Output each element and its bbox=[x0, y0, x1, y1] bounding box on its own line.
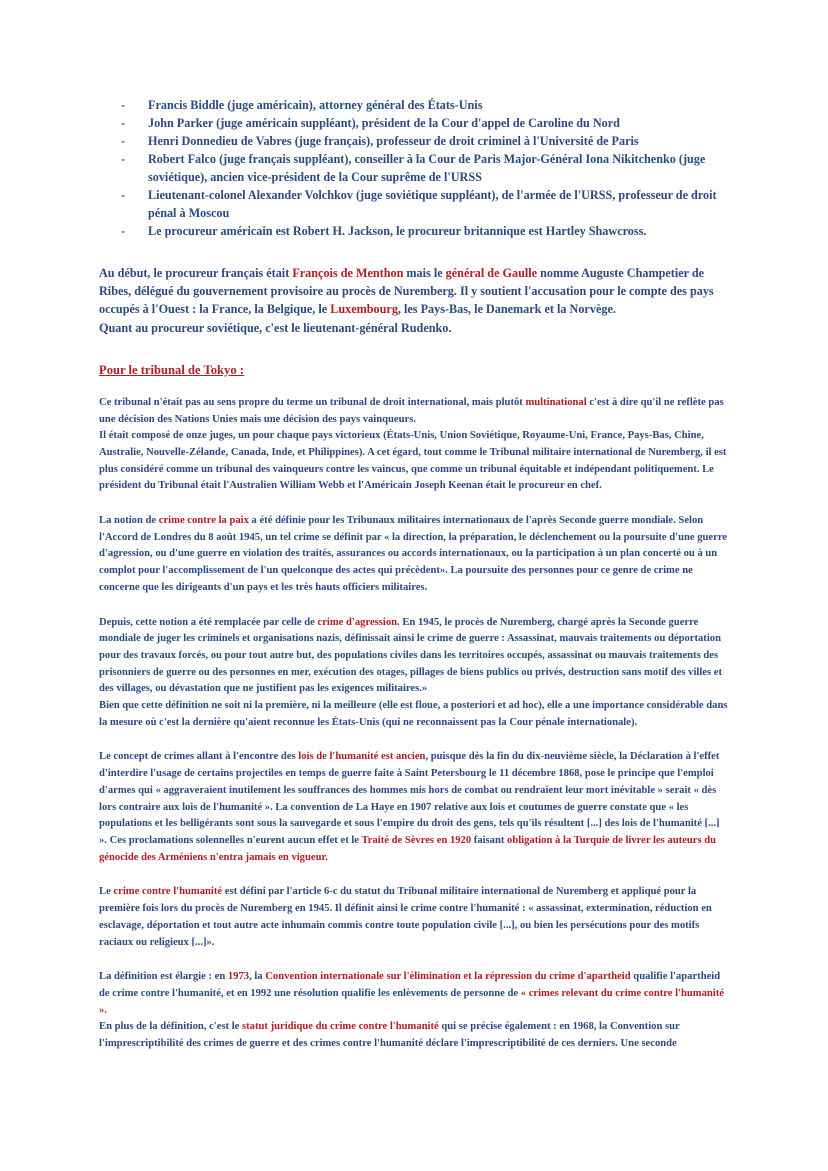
list-item: - Lieutenant-colonel Alexander Volchkov (juge soviétique suppléant), de l'armée de l'URSS, professeur de droit pénal à Moscou bbox=[121, 188, 717, 220]
highlight: statut juridique du crime contre l'humanité bbox=[242, 1021, 439, 1033]
paragraph-apartheid: La définition est élargie : en 1973, la Convention internationale sur l'élimination et la répression du crime d'apartheid qualifie l'apartheid de crime contre l'humanité, et en 1992 une résolution qualifie les enlèvements de personne de « crimes relevant du crime contre l'humanité ». En plus de la définition, c'est le statut juridique du crime contre l'humanité qui se précise également : en 1968, la Convention sur l'imprescriptibilité des crimes de guerre et des crimes contre l'humanité déclare l'imprescriptibilité de ces derniers. Une seconde bbox=[99, 971, 724, 1050]
highlight: « crimes relevant du crime contre l'humanité ». bbox=[99, 987, 724, 1016]
highlight: François de Menthon bbox=[292, 266, 404, 280]
list-item: - Henri Donnedieu de Vabres (juge français), professeur de droit criminel à l'Université de Paris bbox=[121, 134, 639, 148]
paragraph-crime-contre-la-paix: La notion de crime contre la paix a été définie pour les Tribunaux militaires internationaux de l'après Seconde guerre mondiale. Selon l'Accord de Londres du 8 août 1945, un tel crime se définit par « la direction, la préparation, le déclenchement ou la poursuite d'une guerre d'agression, ou d'une guerre en violation des traités, assurances ou accords internationaux, ou la participation à un plan concerté ou à un complot pour l'accomplissement de l'un quelconque des actes qui précèdent». La poursuite des personnes pour ce genre de crime ne concerne que les dirigeants d'un pays et les très hauts officiers militaires. bbox=[99, 515, 728, 593]
highlight: 1973 bbox=[227, 971, 250, 983]
list-item: - Le procureur américain est Robert H. Jackson, le procureur britannique est Hartley Shawcross. bbox=[121, 224, 647, 238]
highlight: Traité de Sèvres en 1920 bbox=[361, 834, 472, 846]
judges-list bbox=[99, 96, 728, 240]
highlight: Convention internationale sur l'élimination et la répression du crime d'apartheid bbox=[265, 971, 631, 983]
highlight: crime contre l'humanité bbox=[113, 886, 223, 898]
highlight: lois de l'humanité est ancien bbox=[298, 751, 426, 763]
list-item: - John Parker (juge américain suppléant), président de la Cour d'appel de Caroline du Nord bbox=[121, 116, 620, 130]
paragraph-tokyo: Ce tribunal n'était pas au sens propre du terme un tribunal de droit international, mais plutôt multinational c'est à dire qu'il ne reflète pas une décision des Nations Unies mais une décision des pays vainqueurs. Il était composé de onze juges, un pour chaque pays victorieux (États-Unis, Union Soviétique, Royaume-Uni, France, Pays-Bas, Chine, Australie, Nouvelle-Zélande, Canada, Inde, et Philippines). A cet égard, tout comme le Tribunal militaire international de Nuremberg, il est plus considéré comme un tribunal des vainqueurs contre les vaincus, que comme un tribunal équitable et indépendant politiquement. Le président du Tribunal était l'Australien William Webb et l'Américain Joseph Keenan était le procureur en chef. bbox=[99, 396, 727, 492]
paragraph-lois-humanite: Le concept de crimes allant à l'encontre des lois de l'humanité est ancien, puisque dès la fin du dix-neuvième siècle, la Déclaration à l'effet d'interdire l'usage de certains projectiles en temps de guerre faite à Saint Petersbourg le 11 décembre 1868, pose le principe que l'emploi d'armes qui « aggraveraient inutilement les souffrances des hommes mis hors de combat ou rendraient leur mort inévitable » serait « dès lors contraire aux lois de l'humanité ». La convention de La Haye en 1907 relative aux lois et coutumes de guerre constate que « les populations et les belligérants sont sous la sauvegarde et sous l'empire du droit des gens, tels qu'ils résultent [...] des lois de l'humanité [...] ». Ces proclamations solennelles n'eurent aucun effet et le Traité de Sèvres en 1920 faisant obligation à la Turquie de livrer les auteurs du génocide des Arméniens n'entra jamais en vigueur. bbox=[99, 751, 720, 863]
highlight: obligation à la Turquie de livrer les auteurs du génocide des Arméniens n'entra jamais en vigueur. bbox=[99, 834, 717, 863]
list-item: - Robert Falco (juge français suppléant), conseiller à la Cour de Paris Major-Général Iona Nikitchenko (juge soviétique), ancien vice-président de la Cour suprême de l'URSS bbox=[121, 152, 706, 184]
paragraph-crime-agression: Depuis, cette notion a été remplacée par celle de crime d'agression. En 1945, le procès de Nuremberg, chargé après la Seconde guerre mondiale de juger les criminels et organisations nazis, définissait ainsi le crime de guerre : Assassinat, mauvais traitements ou déportation pour des travaux forcés, ou pour tout autre but, des populations civiles dans les territoires occupés, assassinat ou mauvais traitements des prisonniers de guerre ou des personnes en mer, exécution des otages, pillages de biens publics ou privés, destruction sans motif des villes et des villages, ou dévastation que ne justifient pas les exigences militaires.» Bien que cette définition ne soit ni la première, ni la meilleure (elle est floue, a posteriori et ad hoc), elle a une importance considérable dans la mesure où c'est la dernière qu'aient reconnue les États-Unis (qui ne reconnaissent pas la Cour pénale internationale). bbox=[99, 616, 728, 728]
highlight: Luxembourg bbox=[330, 302, 398, 317]
highlight: général de Gaulle bbox=[445, 266, 538, 280]
highlight: crime d'agression bbox=[317, 616, 398, 628]
highlight: crime contre la paix bbox=[158, 515, 249, 527]
intro-paragraph: Au début, le procureur français était François de Menthon mais le général de Gaulle nomme Auguste Champetier de Ribes, délégué du gouvernement provisoire au procès de Nuremberg. Il y soutient l'accusation pour le compte des pays occupés à l'Ouest : la France, la Belgique, le Luxembourg, les Pays-Bas, le Danemark et la Norvège. Quant au procureur soviétique, c'est le lieutenant-général Rudenko. bbox=[99, 266, 714, 335]
paragraph-crime-contre-humanite: Le crime contre l'humanité est défini par l'article 6-c du statut du Tribunal militaire international de Nuremberg et appliqué pour la première fois lors du procès de Nuremberg en 1945. Il définit ainsi le crime contre l'humanité : « assassinat, extermination, réduction en esclavage, déportation et tout autre acte inhumain commis contre toute population civile [...], ou bien les persécutions pour des motifs raciaux ou religieux [...]». bbox=[99, 886, 712, 948]
highlight: multinational bbox=[525, 396, 587, 408]
list-item: - Francis Biddle (juge américain), attorney général des États-Unis bbox=[121, 98, 483, 112]
section-heading-tokyo: Pour le tribunal de Tokyo : bbox=[99, 362, 244, 377]
